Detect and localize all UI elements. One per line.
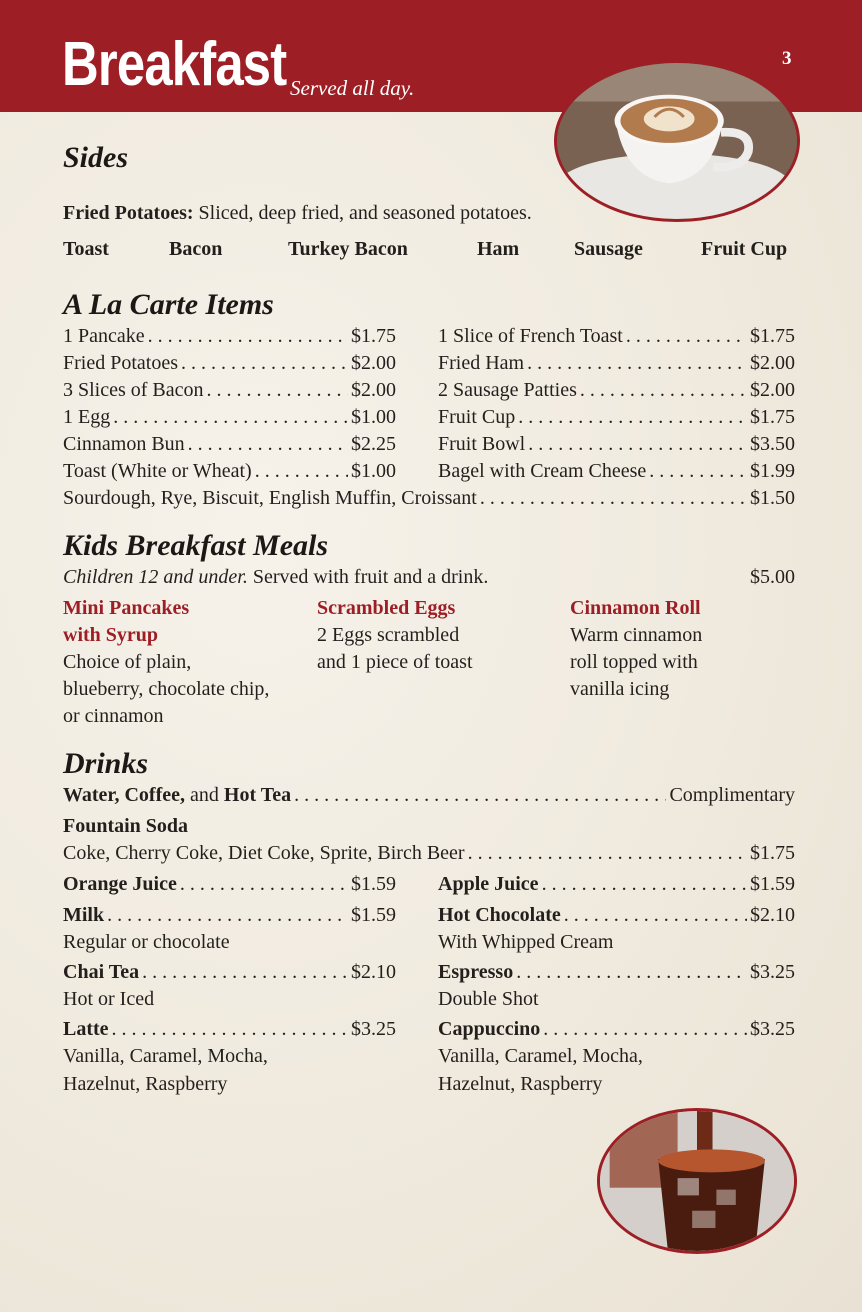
menu-row: Espresso . . . $3.25 <box>438 962 795 982</box>
menu-row: Milk . . . $1.59 <box>63 905 396 925</box>
menu-row: Orange Juice . . . $1.59 <box>63 874 396 894</box>
menu-row: Fruit Cup . . . $1.75 <box>438 407 795 427</box>
side-item: Turkey Bacon <box>288 238 408 260</box>
drinks-heading: Drinks <box>63 747 149 780</box>
sides-list <box>63 238 795 262</box>
fountain-soda-label: Fountain Soda <box>63 815 189 837</box>
kids-meal-title: Cinnamon Roll <box>570 597 701 619</box>
side-item: Bacon <box>169 238 223 260</box>
menu-row: Chai Tea . . . $2.10 <box>63 962 396 982</box>
kids-meal-desc: or cinnamon <box>63 705 164 727</box>
sides-heading: Sides <box>63 141 129 174</box>
menu-row: Latte . . . $3.25 <box>63 1019 396 1039</box>
page-number: 3 <box>782 48 792 69</box>
menu-row: 1 Egg . . . $1.00 <box>63 407 396 427</box>
menu-row: Apple Juice . . . $1.59 <box>438 874 795 894</box>
drink-desc: Vanilla, Caramel, Mocha, <box>438 1045 643 1067</box>
drink-desc: Vanilla, Caramel, Mocha, <box>63 1045 268 1067</box>
menu-row: 1 Pancake . . . $1.75 <box>63 326 396 346</box>
menu-row: Coke, Cherry Coke, Diet Coke, Sprite, Birch Beer . . . $1.75 <box>63 843 795 863</box>
menu-row: Sourdough, Rye, Biscuit, English Muffin, Croissant . . . $1.50 <box>63 488 795 508</box>
kids-meal-desc: Warm cinnamon <box>570 624 703 646</box>
page-title: Breakfast <box>62 30 287 99</box>
menu-row: 2 Sausage Patties . . . $2.00 <box>438 380 795 400</box>
menu-row: Hot Chocolate . . . $2.10 <box>438 905 795 925</box>
drink-desc: Regular or chocolate <box>63 931 230 953</box>
kids-meal-title: Mini Pancakes <box>63 597 190 619</box>
kids-meal-desc: and 1 piece of toast <box>317 651 473 673</box>
a-la-carte-heading: A La Carte Items <box>63 288 274 321</box>
side-item: Toast <box>63 238 109 260</box>
drink-desc: Hot or Iced <box>63 988 155 1010</box>
drink-desc: Double Shot <box>438 988 539 1010</box>
kids-price: $5.00 <box>750 566 795 588</box>
drink-desc: Hazelnut, Raspberry <box>63 1073 228 1095</box>
menu-row: Fruit Bowl . . . $3.50 <box>438 434 795 454</box>
side-item: Sausage <box>574 238 643 260</box>
menu-row: Bagel with Cream Cheese . . . $1.99 <box>438 461 795 481</box>
menu-row: Toast (White or Wheat) . . . $1.00 <box>63 461 396 481</box>
soda-glass-photo <box>597 1108 797 1254</box>
menu-row: Water, Coffee, and Hot Tea . . . Complimentary <box>63 785 795 805</box>
menu-row: 3 Slices of Bacon . . . $2.00 <box>63 380 396 400</box>
kids-meal-title: with Syrup <box>63 624 159 646</box>
kids-meal-title: Scrambled Eggs <box>317 597 456 619</box>
coffee-cup-photo <box>554 60 800 222</box>
drink-desc: Hazelnut, Raspberry <box>438 1073 603 1095</box>
side-item: Fruit Cup <box>701 238 788 260</box>
fried-potatoes-desc: Sliced, deep fried, and seasoned potatoes. <box>198 202 532 224</box>
kids-meal-desc: blueberry, chocolate chip, <box>63 678 270 700</box>
kids-heading: Kids Breakfast Meals <box>63 529 329 562</box>
kids-meal-desc: 2 Eggs scrambled <box>317 624 460 646</box>
menu-row: Cappuccino . . . $3.25 <box>438 1019 795 1039</box>
kids-meal-desc: vanilla icing <box>570 678 670 700</box>
kids-note-row: Children 12 and under. Served with fruit and a drink. $5.00 <box>63 566 795 588</box>
side-item: Ham <box>477 238 520 260</box>
kids-meal-desc: Choice of plain, <box>63 651 192 673</box>
page-subtitle: Served all day. <box>290 76 415 100</box>
menu-row: Fried Potatoes . . . $2.00 <box>63 353 396 373</box>
menu-row: Fried Ham . . . $2.00 <box>438 353 795 373</box>
menu-row: 1 Slice of French Toast . . . $1.75 <box>438 326 795 346</box>
menu-row: Cinnamon Bun . . . $2.25 <box>63 434 396 454</box>
fried-potatoes-line <box>63 203 532 223</box>
fried-potatoes-label: Fried Potatoes: <box>63 202 194 224</box>
kids-meal-desc: roll topped with <box>570 651 698 673</box>
drink-desc: With Whipped Cream <box>438 931 614 953</box>
